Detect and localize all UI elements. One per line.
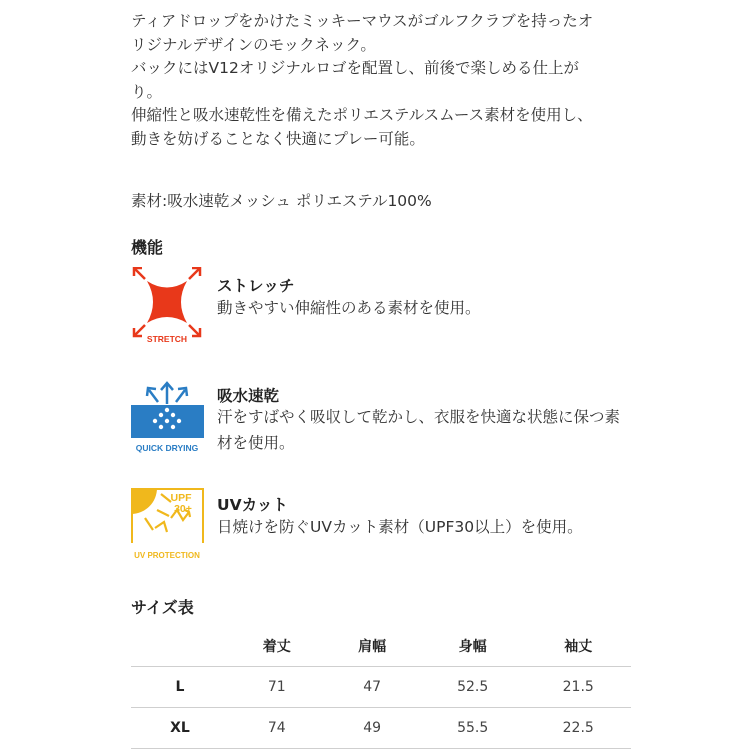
table-cell: 71 [229,667,324,708]
size-label: XL [131,708,229,749]
table-row [131,667,631,708]
description-line: り。 [131,82,163,101]
column-header-shoulder: 肩幅 [358,639,387,655]
column-header-length: 着丈 [262,639,291,655]
feature-text-uv-cut: 日焼けを防ぐUVカット素材（UPF30以上）を使用。 [217,518,583,536]
description-line: バックにはV12オリジナルロゴを配置し、前後で楽しめる仕上が [131,59,580,77]
description-line: ティアドロップをかけたミッキーマウスがゴルフクラブを持ったオ [131,12,594,30]
size-label: L [131,667,229,708]
description-line: 伸縮性と吸水速乾性を備えたポリエステルスムース素材を使用し、 [131,106,593,124]
feature-title-uv-cut: UVカット [217,496,288,514]
description-line: リジナルデザインのモックネック。 [131,35,376,54]
uv-protection-icon [131,488,204,578]
uv-icon-upf-text: UPF [170,492,192,504]
table-cell: 52.5 [420,667,526,708]
uv-protection-icon-label: UV PROTECTION [134,551,200,560]
table-cell: 22.5 [525,708,631,749]
column-header-chest: 身幅 [458,639,487,655]
feature-title-stretch: ストレッチ [217,277,295,295]
table-cell: 55.5 [420,708,526,749]
feature-text-stretch: 動きやすい伸縮性のある素材を使用。 [217,299,481,317]
description-line: 動きを妨げることなく快適にプレー可能。 [131,129,425,148]
feature-title-quick-drying: 吸水速乾 [217,387,280,405]
features-heading: 機能 [131,238,164,257]
product-description [131,10,631,151]
table-row [131,708,631,749]
size-table-corner [131,626,229,667]
feature-text-quick-drying: 汗をすばやく吸収して乾かし、衣服を快適な状態に保つ素材を使用。 [217,408,621,452]
table-cell: 47 [324,667,419,708]
size-table [131,626,631,749]
table-cell: 49 [324,708,419,749]
quick-drying-icon-label: QUICK DRYING [135,443,199,453]
table-cell: 74 [229,708,324,749]
stretch-icon-label: STRETCH [146,334,188,344]
size-table-header-row [131,626,631,667]
material-text: 素材:吸水速乾メッシュ ポリエステル100% [131,192,432,210]
table-cell: 21.5 [525,667,631,708]
size-table-heading: サイズ表 [131,598,194,617]
column-header-sleeve: 袖丈 [564,639,593,655]
uv-icon-30-text: 30+ [174,503,192,515]
quick-drying-icon [131,380,204,470]
stretch-icon [131,267,204,357]
